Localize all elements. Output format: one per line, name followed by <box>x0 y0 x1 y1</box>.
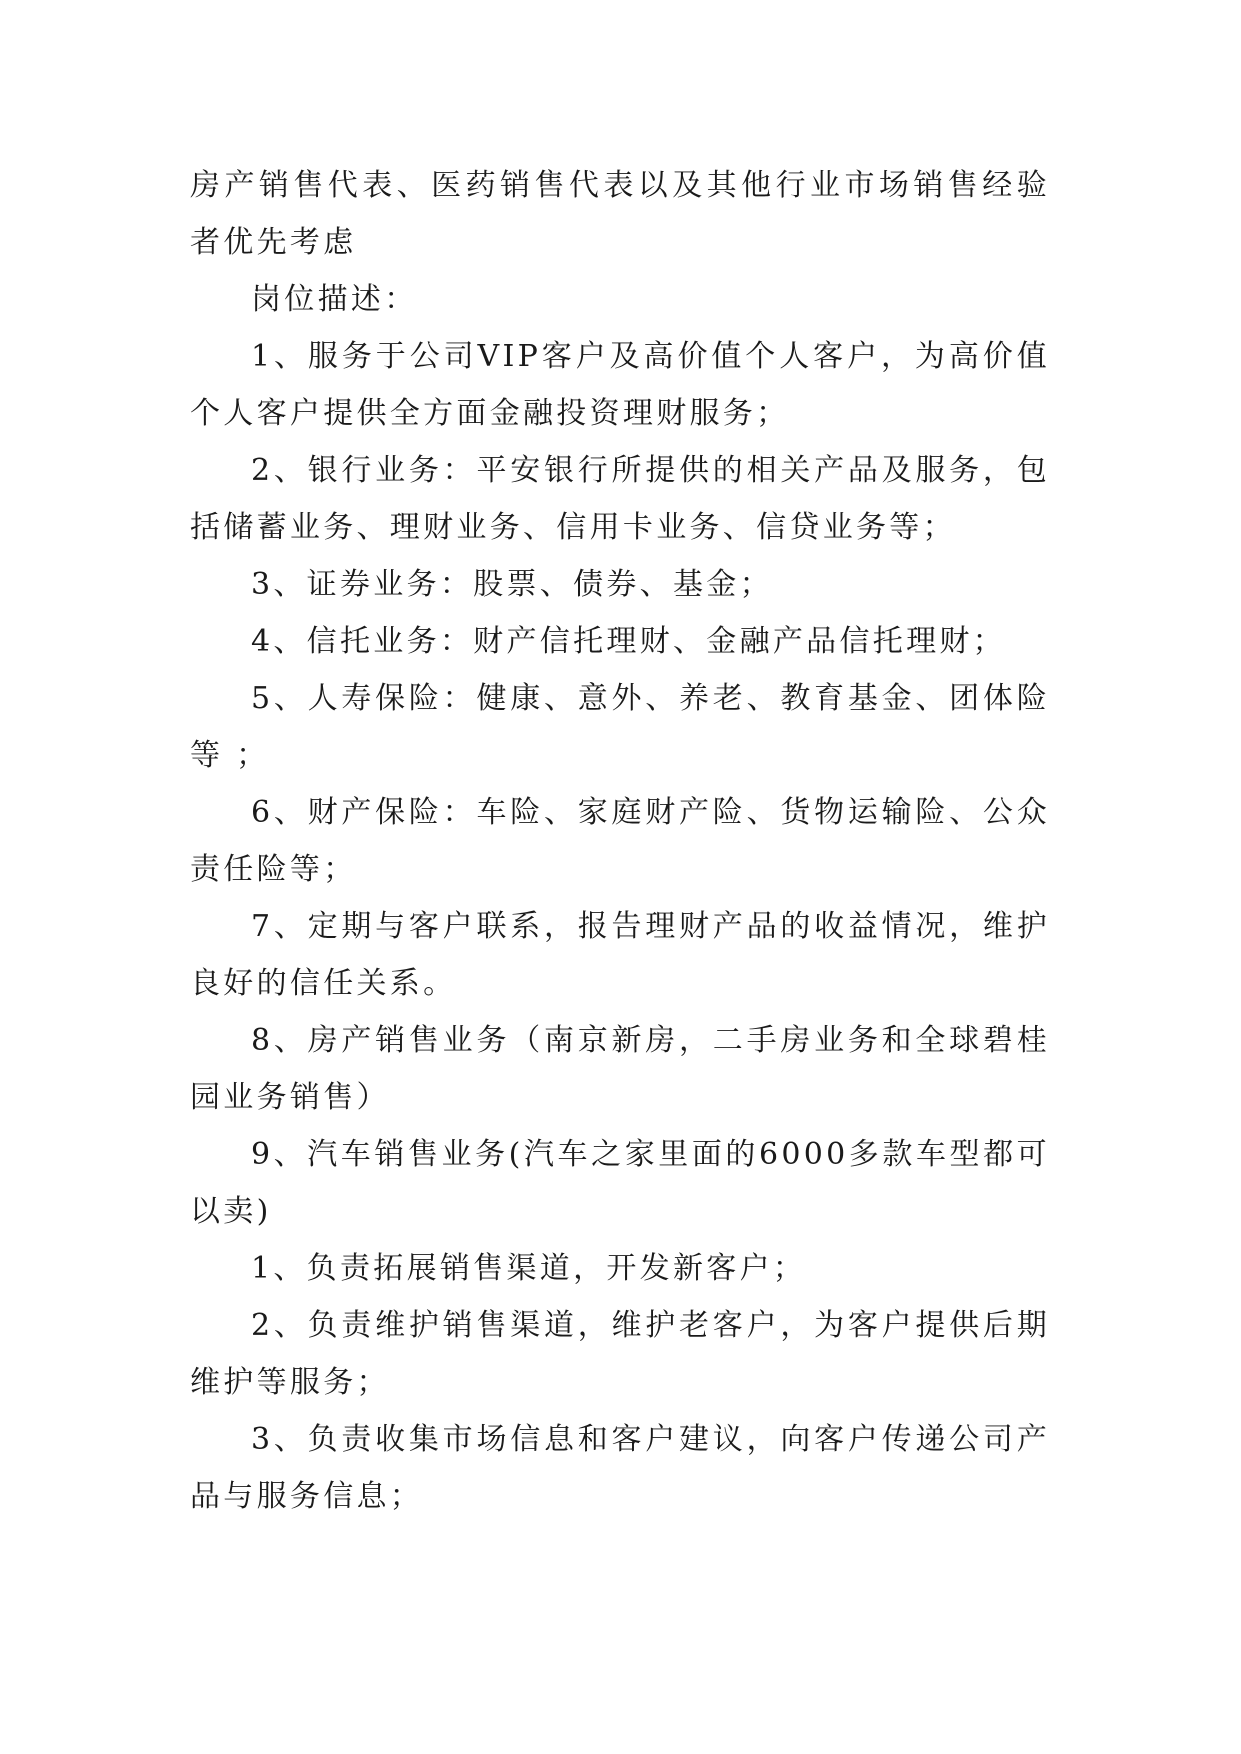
document-body <box>190 157 1050 1525</box>
paragraph-item-8: 8、房产销售业务（南京新房，二手房业务和全球碧桂园业务销售） <box>190 1023 1050 1115</box>
paragraph-item-7: 7、定期与客户联系，报告理财产品的收益情况，维护良好的信任关系。 <box>190 909 1050 1001</box>
paragraph-duty-2: 2、负责维护销售渠道，维护老客户，为客户提供后期维护等服务； <box>190 1308 1050 1400</box>
paragraph-item-5: 5、人寿保险：健康、意外、养老、教育基金、团体险等 ； <box>190 681 1050 773</box>
paragraph-section-heading: 岗位描述： <box>251 282 418 317</box>
paragraph-item-2: 2、银行业务：平安银行所提供的相关产品及服务，包括储蓄业务、理财业务、信用卡业务、信贷业务等； <box>190 453 1050 545</box>
paragraph-item-9: 9、汽车销售业务(汽车之家里面的6000多款车型都可以卖) <box>190 1137 1050 1229</box>
paragraph-item-4: 4、信托业务：财产信托理财、金融产品信托理财； <box>251 624 1006 659</box>
paragraph-duty-1: 1、负责拓展销售渠道，开发新客户； <box>251 1251 807 1286</box>
paragraph-item-6: 6、财产保险：车险、家庭财产险、货物运输险、公众责任险等； <box>190 795 1050 887</box>
paragraph-requirement-preference: 房产销售代表、医药销售代表以及其他行业市场销售经验者优先考虑 <box>190 168 1050 260</box>
paragraph-duty-3: 3、负责收集市场信息和客户建议，向客户传递公司产品与服务信息； <box>190 1422 1050 1514</box>
paragraph-item-3: 3、证券业务：股票、债券、基金； <box>251 567 773 602</box>
paragraph-item-1: 1、服务于公司VIP客户及高价值个人客户，为高价值个人客户提供全方面金融投资理财服务； <box>190 339 1050 431</box>
